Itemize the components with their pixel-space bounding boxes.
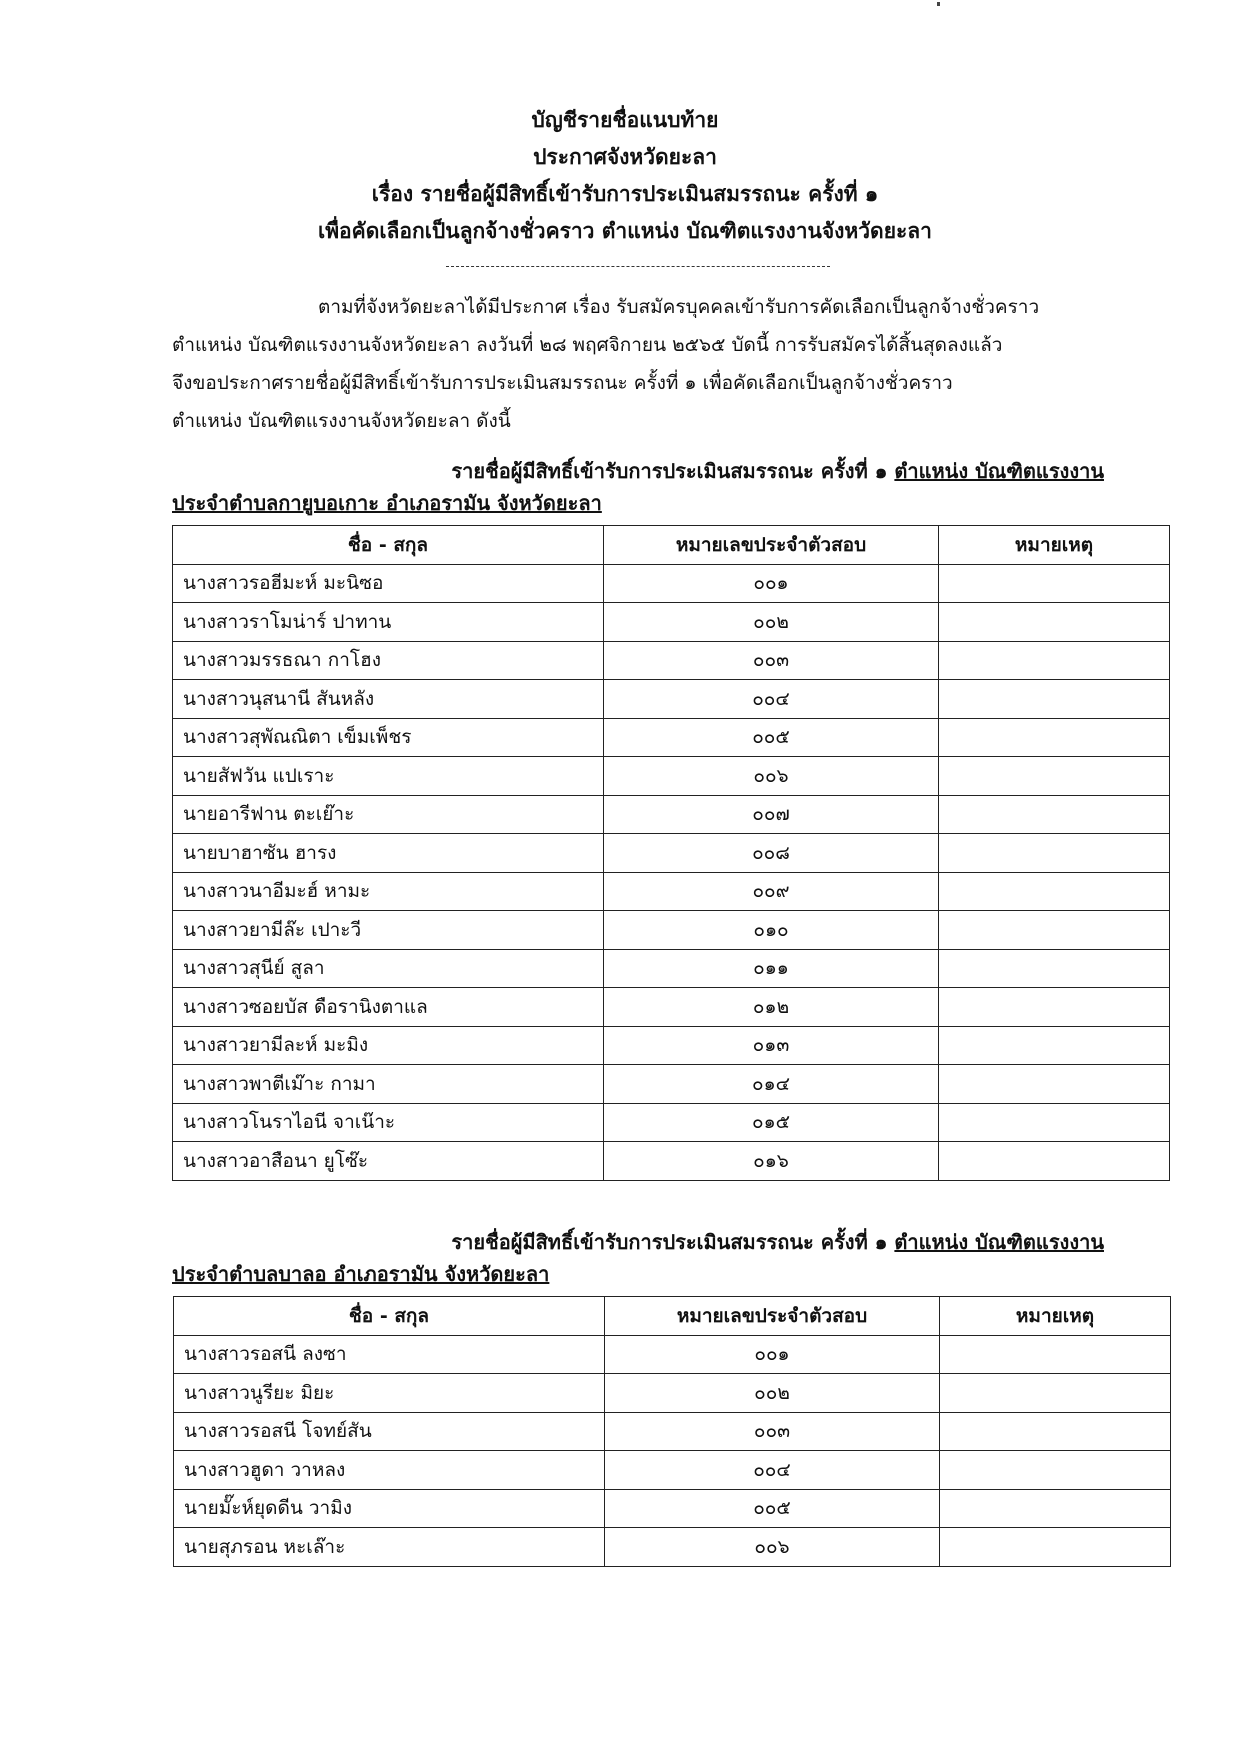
cell-exam-no: ๐๑๕ xyxy=(604,1103,939,1142)
cell-name: นางสาวพาตีเม๊าะ กามา xyxy=(173,1065,604,1104)
header-title: บัญชีรายชื่อแนบท้าย xyxy=(531,108,719,132)
section1-table xyxy=(172,525,1170,1181)
cell-name: นางสาวนาอีมะฮ์ หามะ xyxy=(173,872,604,911)
cell-exam-no: ๐๐๑ xyxy=(604,564,939,603)
cell-remark xyxy=(939,872,1170,911)
section2-table xyxy=(173,1296,1171,1567)
cell-name: นางสาวรอสนี โจทย์สัน xyxy=(174,1412,605,1451)
cell-exam-no: ๐๐๓ xyxy=(604,641,939,680)
cell-remark xyxy=(939,757,1170,796)
cell-exam-no: ๐๐๑ xyxy=(605,1335,940,1374)
table-row xyxy=(174,1489,1171,1528)
intro-line-2: ตำแหน่ง บัณฑิตแรงงานจังหวัดยะลา ลงวันที่ ๒๘ พฤศจิกายน ๒๕๖๕ บัดนี้ การรับสมัครได้สิ้นสุดลงแล้ว xyxy=(172,334,1003,356)
cell-exam-no: ๐๑๑ xyxy=(604,949,939,988)
cell-exam-no: ๐๐๒ xyxy=(604,603,939,642)
table-row xyxy=(173,1103,1170,1142)
cell-remark xyxy=(939,564,1170,603)
cell-remark xyxy=(939,1103,1170,1142)
cell-remark xyxy=(940,1374,1171,1413)
header-subject: เรื่อง รายชื่อผู้มีสิทธิ์เข้ารับการประเมินสมรรถนะ ครั้งที่ ๑ xyxy=(371,182,879,206)
cell-name: นายบาฮาซัน ฮารง xyxy=(173,834,604,873)
cell-name: นางสาวนุสนานี สันหลัง xyxy=(173,680,604,719)
cell-exam-no: ๐๐๕ xyxy=(604,718,939,757)
header-separator xyxy=(446,266,830,267)
section1-title-position: ตำแหน่ง บัณฑิตแรงงาน xyxy=(894,459,1104,483)
cell-exam-no: ๐๐๖ xyxy=(605,1528,940,1567)
column-header-name: ชื่อ - สกุล xyxy=(173,526,604,565)
cell-remark xyxy=(939,911,1170,950)
cell-exam-no: ๐๐๕ xyxy=(605,1489,940,1528)
cell-name: นายมั๊ะห์ยุดดีน วามิง xyxy=(174,1489,605,1528)
table-row xyxy=(174,1528,1171,1567)
column-header-exam-no: หมายเลขประจำตัวสอบ xyxy=(604,526,939,565)
cell-name: นายสัฟวัน แปเราะ xyxy=(173,757,604,796)
cell-name: นางสาวรอสนี ลงซา xyxy=(174,1335,605,1374)
cell-exam-no: ๐๐๙ xyxy=(604,872,939,911)
table-row xyxy=(173,911,1170,950)
scan-speck xyxy=(937,2,940,6)
table-row xyxy=(173,1026,1170,1065)
intro-line-1: ตามที่จังหวัดยะลาได้มีประกาศ เรื่อง รับสมัครบุคคลเข้ารับการคัดเลือกเป็นลูกจ้างชั่วคราว xyxy=(318,296,1040,318)
intro-paragraph xyxy=(172,288,1104,440)
cell-remark xyxy=(939,1065,1170,1104)
section2-title-position: ตำแหน่ง บัณฑิตแรงงาน xyxy=(894,1230,1104,1254)
cell-name: นางสาวมรรธณา กาโฮง xyxy=(173,641,604,680)
section2-subtitle: ประจำตำบลบาลอ อำเภอรามัน จังหวัดยะลา xyxy=(172,1262,550,1286)
table-row xyxy=(173,757,1170,796)
cell-name: นางสาวสุนีย์ สูลา xyxy=(173,949,604,988)
column-header-remark: หมายเหตุ xyxy=(940,1297,1171,1336)
cell-exam-no: ๐๑๖ xyxy=(604,1142,939,1181)
cell-name: นางสาวโนราไอนี จาเน๊าะ xyxy=(173,1103,604,1142)
section1-subtitle: ประจำตำบลกายูบอเกาะ อำเภอรามัน จังหวัดยะลา xyxy=(172,491,602,515)
cell-exam-no: ๐๑๓ xyxy=(604,1026,939,1065)
table-row xyxy=(173,680,1170,719)
table-row xyxy=(173,1065,1170,1104)
intro-line-4: ตำแหน่ง บัณฑิตแรงงานจังหวัดยะลา ดังนี้ xyxy=(172,410,511,432)
cell-remark xyxy=(940,1412,1171,1451)
cell-exam-no: ๐๐๗ xyxy=(604,795,939,834)
cell-name: นางสาวสุพัณณิตา เข็มเพ็ชร xyxy=(173,718,604,757)
cell-name: นางสาวฮูดา วาหลง xyxy=(174,1451,605,1490)
cell-exam-no: ๐๐๖ xyxy=(604,757,939,796)
header-announcement: ประกาศจังหวัดยะลา xyxy=(533,145,717,169)
cell-remark xyxy=(939,949,1170,988)
cell-name: นางสาวรอฮีมะห์ มะนิซอ xyxy=(173,564,604,603)
table-row xyxy=(173,718,1170,757)
table-row xyxy=(174,1412,1171,1451)
cell-remark xyxy=(939,680,1170,719)
cell-remark xyxy=(939,988,1170,1027)
cell-name: นางสาวซอยบัส ดือรานิงตาแล xyxy=(173,988,604,1027)
cell-name: นางสาวนูรียะ มิยะ xyxy=(174,1374,605,1413)
table-row xyxy=(173,564,1170,603)
cell-remark xyxy=(939,1142,1170,1181)
section2-title-text: รายชื่อผู้มีสิทธิ์เข้ารับการประเมินสมรรถนะ ครั้งที่ ๑ xyxy=(451,1230,895,1254)
table-row xyxy=(174,1335,1171,1374)
cell-exam-no: ๐๑๔ xyxy=(604,1065,939,1104)
cell-exam-no: ๐๐๓ xyxy=(605,1412,940,1451)
table-row xyxy=(173,641,1170,680)
cell-remark xyxy=(939,1026,1170,1065)
table-row xyxy=(173,1142,1170,1181)
table-row xyxy=(173,949,1170,988)
cell-exam-no: ๐๐๔ xyxy=(604,680,939,719)
table-row xyxy=(173,834,1170,873)
column-header-exam-no: หมายเลขประจำตัวสอบ xyxy=(605,1297,940,1336)
cell-remark xyxy=(940,1528,1171,1567)
table-row xyxy=(173,795,1170,834)
section2-title xyxy=(172,1226,1104,1290)
column-header-remark: หมายเหตุ xyxy=(939,526,1170,565)
table-row xyxy=(173,988,1170,1027)
cell-exam-no: ๐๑๒ xyxy=(604,988,939,1027)
header-purpose: เพื่อคัดเลือกเป็นลูกจ้างชั่วคราว ตำแหน่ง บัณฑิตแรงงานจังหวัดยะลา xyxy=(318,219,932,243)
cell-remark xyxy=(939,834,1170,873)
cell-remark xyxy=(940,1451,1171,1490)
cell-name: นางสาวยามีละห์ มะมิง xyxy=(173,1026,604,1065)
section1-title-text: รายชื่อผู้มีสิทธิ์เข้ารับการประเมินสมรรถนะ ครั้งที่ ๑ xyxy=(451,459,895,483)
column-header-name: ชื่อ - สกุล xyxy=(174,1297,605,1336)
table-row xyxy=(173,603,1170,642)
table-row xyxy=(173,872,1170,911)
intro-line-3: จึงขอประกาศรายชื่อผู้มีสิทธิ์เข้ารับการประเมินสมรรถนะ ครั้งที่ ๑ เพื่อคัดเลือกเป็นลูกจ้างชั่วคราว xyxy=(172,372,953,394)
cell-name: นางสาวยามีล๊ะ เปาะวี xyxy=(173,911,604,950)
cell-remark xyxy=(940,1489,1171,1528)
cell-remark xyxy=(939,641,1170,680)
cell-exam-no: ๐๐๒ xyxy=(605,1374,940,1413)
cell-remark xyxy=(940,1335,1171,1374)
cell-name: นางสาวอาสือนา ยูโซ๊ะ xyxy=(173,1142,604,1181)
cell-remark xyxy=(939,795,1170,834)
cell-name: นายสุภรอน หะเล๊าะ xyxy=(174,1528,605,1567)
table-header-row xyxy=(174,1297,1171,1336)
cell-exam-no: ๐๐๘ xyxy=(604,834,939,873)
cell-remark xyxy=(939,718,1170,757)
cell-name: นางสาวราโมน่าร์ ปาทาน xyxy=(173,603,604,642)
table-row xyxy=(174,1451,1171,1490)
cell-remark xyxy=(939,603,1170,642)
table-row xyxy=(174,1374,1171,1413)
cell-exam-no: ๐๑๐ xyxy=(604,911,939,950)
cell-exam-no: ๐๐๔ xyxy=(605,1451,940,1490)
cell-name: นายอารีฟาน ตะเย๊าะ xyxy=(173,795,604,834)
table-header-row xyxy=(173,526,1170,565)
section1-title xyxy=(172,455,1104,519)
